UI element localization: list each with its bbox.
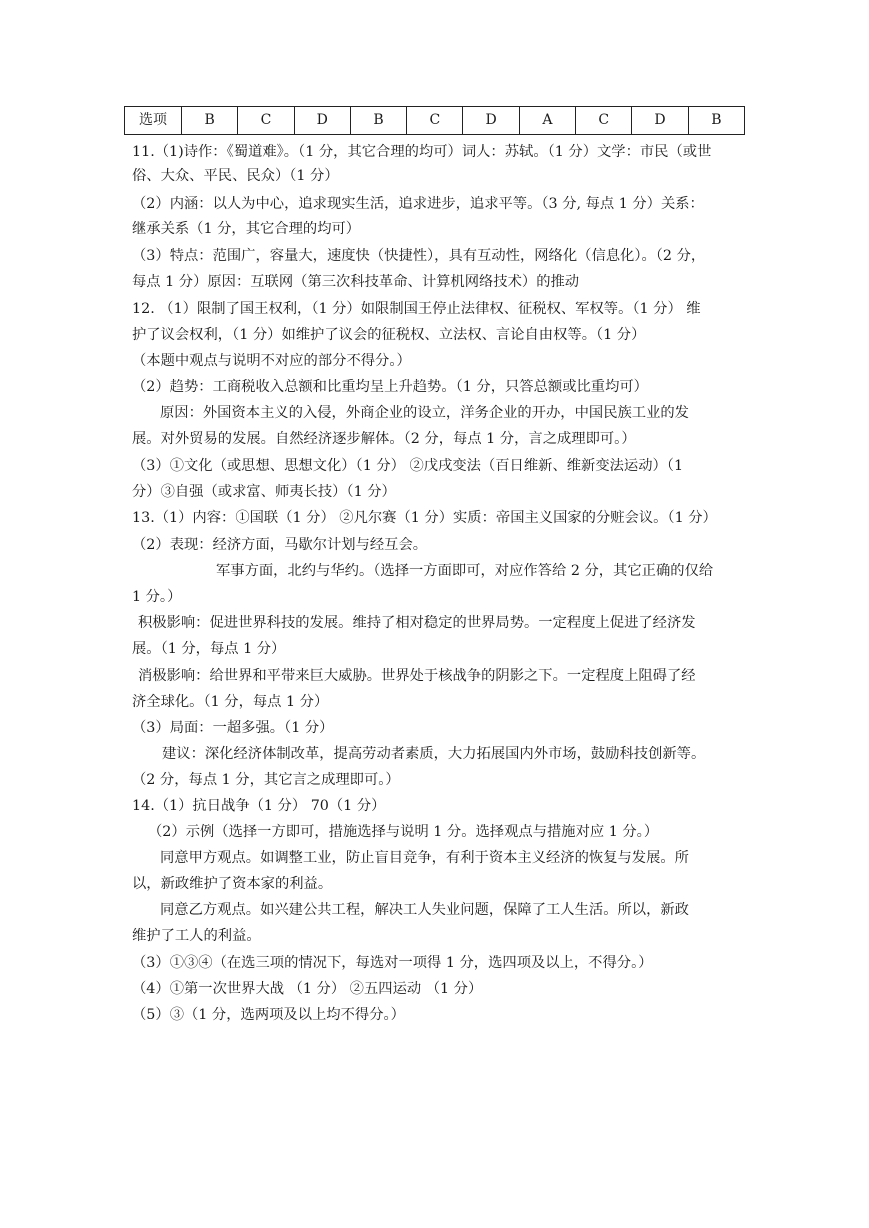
text-line: 护了议会权利，（1 分）如维护了议会的征税权、立法权、言论自由权等。（1 分） <box>132 327 646 343</box>
text-line: （3）①文化（或思想、思想文化）（1 分） ②戊戌变法（百日维新、维新变法运动）（1 <box>132 458 684 474</box>
text-line: （2）示例（选择一方即可，措施选择与说明 1 分。选择观点与措施对应 1 分。） <box>148 824 659 840</box>
answer-table <box>124 106 745 135</box>
text-line: 建议：深化经济体制改革，提高劳动者素质，大力拓展国内外市场，鼓励科技创新等。 <box>162 746 706 762</box>
answer-cell: B <box>350 107 406 135</box>
text-line: 俗、大众、平民、民众）（1 分） <box>132 168 339 184</box>
text-line: （4）①第一次世界大战 （1 分） ②五四运动 （1 分） <box>132 981 483 997</box>
text-line: 14.（1）抗日战争（1 分） 70（1 分） <box>132 798 386 814</box>
answer-cell: C <box>238 107 294 135</box>
answer-cell: D <box>632 107 688 135</box>
text-line: （2）内涵：以人为中心，追求现实生活，追求进步，追求平等。（3 分, 每点 1 分）关系： <box>132 196 704 212</box>
text-line: 消极影响：给世界和平带来巨大威胁。世界处于核战争的阴影之下。一定程度上阻碍了经 <box>138 668 696 684</box>
answer-table-header: 选项 <box>125 107 182 135</box>
text-line: 积极影响：促进世界科技的发展。维持了相对稳定的世界局势。一定程度上促进了经济发 <box>138 615 696 631</box>
text-line: （2）表现：经济方面，马歇尔计划与经互会。 <box>132 537 428 553</box>
text-line: 展。对外贸易的发展。自然经济逐步解体。（2 分，每点 1 分，言之成理即可。） <box>132 431 636 447</box>
text-line: 同意甲方观点。如调整工业，防止盲目竞争，有利于资本主义经济的恢复与发展。所 <box>160 850 689 866</box>
text-line: （本题中观点与说明不对应的部分不得分。） <box>132 353 411 369</box>
text-line: 13.（1）内容：①国联（1 分） ②凡尔赛（1 分）实质：帝国主义国家的分赃会议。（1 分） <box>132 510 717 526</box>
text-line: 原因：外国资本主义的入侵，外商企业的设立，洋务企业的开办，中国民族工业的发 <box>160 405 689 421</box>
answer-cell: C <box>576 107 632 135</box>
text-line: 12. （1）限制了国王权利，（1 分）如限制国王停止法律权、征税权、军权等。（1 分） 维 <box>132 301 701 317</box>
text-line: 分）③自强（或求富、师夷长技）（1 分） <box>132 484 396 500</box>
text-line: （2）趋势：工商税收入总额和比重均呈上升趋势。（1 分，只答总额或比重均可） <box>132 379 648 395</box>
text-line: 展。（1 分，每点 1 分） <box>132 641 286 657</box>
answer-cell: B <box>688 107 744 135</box>
text-line: 以，新政维护了资本家的利益。 <box>132 876 333 892</box>
answer-cell: A <box>519 107 575 135</box>
answer-cell: D <box>463 107 519 135</box>
text-line: 1 分。） <box>132 589 182 605</box>
text-line: （5）③（1 分，选两项及以上均不得分。） <box>132 1007 405 1023</box>
answer-cell: B <box>182 107 238 135</box>
text-line: 每点 1 分）原因：互联网（第三次科技革命、计算机网络技术）的推动 <box>132 274 580 290</box>
text-line: 同意乙方观点。如兴建公共工程，解决工人失业问题，保障了工人生活。所以，新政 <box>160 902 689 918</box>
text-line: 维护了工人的利益。 <box>132 928 261 944</box>
text-line: 济全球化。（1 分，每点 1 分） <box>132 694 329 710</box>
answer-cell: D <box>294 107 350 135</box>
text-line: （3）①③④（在选三项的情况下，每选对一项得 1 分，选四项及以上，不得分。） <box>132 955 653 971</box>
text-line: （3）特点：范围广，容量大，速度快（快捷性），具有互动性，网络化（信息化）。（2 分， <box>132 248 706 264</box>
text-line: 11.（1)诗作：《蜀道难》。（1 分，其它合理的均可）词人：苏轼。（1 分）文学：市民（或世 <box>132 144 712 160</box>
text-line: （2 分，每点 1 分，其它言之成理即可。） <box>132 772 400 788</box>
text-line: 军事方面，北约与华约。（选择一方面即可，对应作答给 2 分，其它正确的仅给 <box>216 563 714 579</box>
answer-cell: C <box>407 107 463 135</box>
text-line: 继承关系（1 分，其它合理的均可） <box>132 221 361 237</box>
text-line: （3）局面：一超多强。（1 分） <box>132 720 334 736</box>
answer-row <box>125 107 745 135</box>
